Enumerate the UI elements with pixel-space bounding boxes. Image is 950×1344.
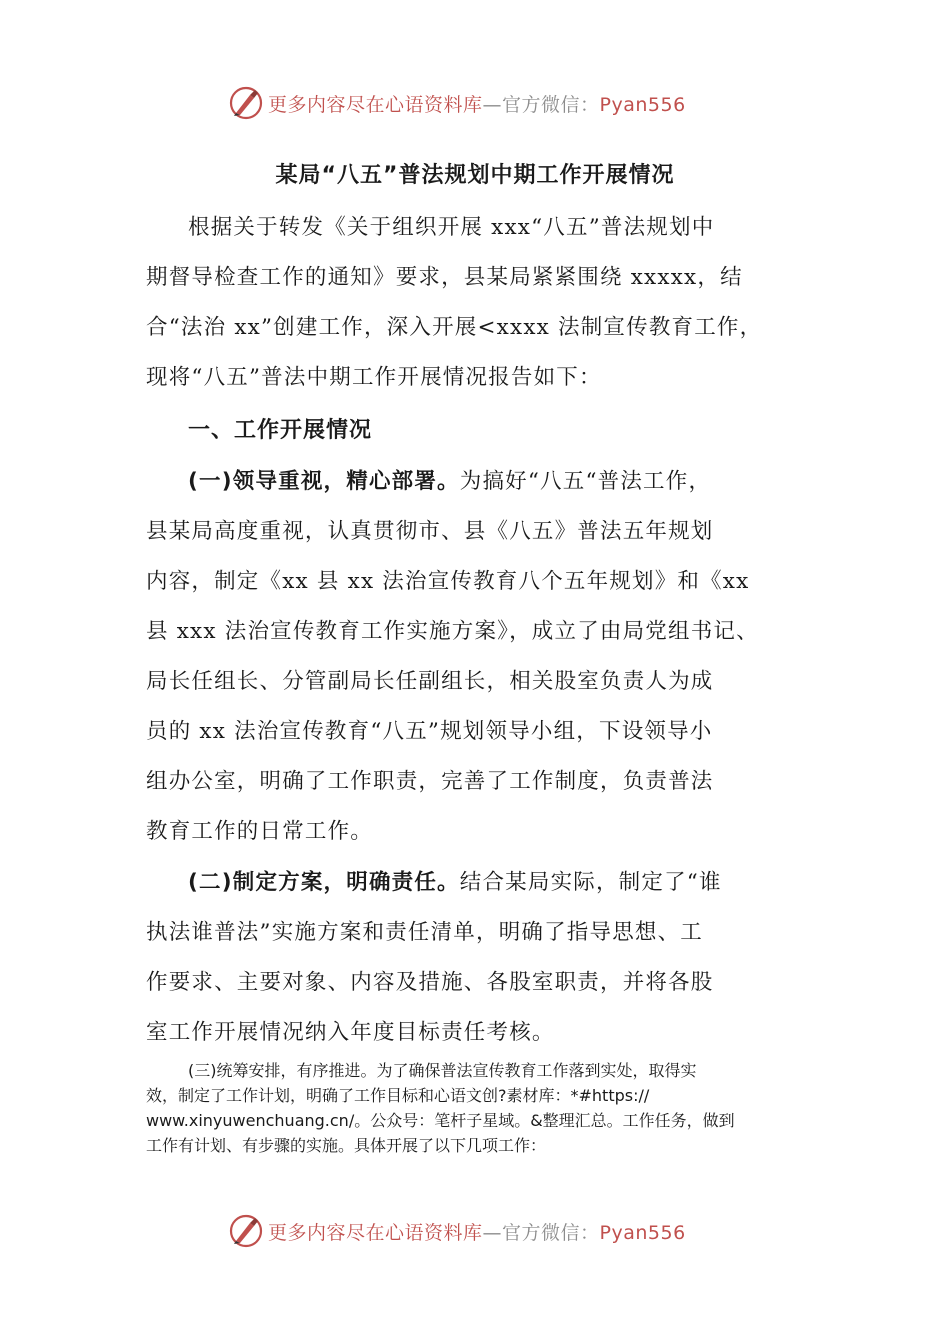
section-heading: 一、工作开展情况 — [188, 418, 373, 443]
text-line: 期督导检查工作的通知》要求，县某局紧紧围绕 xxxxx，结 — [146, 265, 743, 290]
banner-text-main: 更多内容尽在心语资料库 — [268, 1221, 483, 1244]
banner-text-wechat-label: —官方微信： — [482, 1221, 600, 1244]
text-line: 执法谁普法”实施方案和责任清单，明确了指导思想、工 — [146, 920, 703, 945]
banner-text-wechat-id: Pyan556 — [599, 1221, 686, 1244]
pen-logo-icon — [228, 1213, 264, 1249]
footer-banner — [228, 1211, 748, 1251]
text-line: 合“法治 xx”创建工作，深入开展<xxxx 法制宣传教育工作， — [146, 315, 763, 340]
text-line: 组办公室，明确了工作职责，完善了工作制度，负责普法 — [146, 769, 714, 794]
text-line: 员的 xx 法治宣传教育“八五”规划领导小组，下设领导小 — [146, 719, 713, 744]
text-line: www.xinyuwenchuang.cn/。公众号：笔杆子星域。&整理汇总。工作任务，做到 — [146, 1111, 735, 1130]
paragraph-plan — [146, 858, 826, 1058]
text-line: 教育工作的日常工作。 — [146, 819, 374, 844]
text-fragment: 结合某局实际，制定了“谁 — [459, 870, 722, 895]
paragraph-leadership — [146, 457, 826, 857]
banner-text — [268, 90, 686, 117]
text-line: 根据关于转发《关于组织开展 xxx“八五”普法规划中 — [188, 215, 715, 240]
text-line: 县某局高度重视，认真贯彻市、县《八五》普法五年规划 — [146, 519, 714, 544]
text-line — [146, 858, 826, 908]
text-fragment: 为搞好“八五“普法工作， — [459, 469, 712, 494]
banner-text-wechat-label: —官方微信： — [482, 93, 600, 116]
banner-text-main: 更多内容尽在心语资料库 — [268, 93, 483, 116]
paragraph-lead: (一)领导重视，精心部署。 — [188, 469, 460, 494]
text-line: 局长任组长、分管副局长任副组长，相关股室负责人为成 — [146, 669, 714, 694]
text-line: 室工作开展情况纳入年度目标责任考核。 — [146, 1020, 555, 1045]
text-line: 县 xxx 法治宣传教育工作实施方案》，成立了由局党组书记、 — [146, 619, 759, 644]
text-line: (三)统筹安排，有序推进。为了确保普法宣传教育工作落到实处，取得实 — [188, 1061, 697, 1080]
text-line: 作要求、主要对象、内容及措施、各股室职责，并将各股 — [146, 970, 714, 995]
pen-logo-icon — [228, 85, 264, 121]
banner-text-wechat-id: Pyan556 — [599, 93, 686, 116]
text-line: 内容，制定《xx 县 xx 法治宣传教育八个五年规划》和《xx — [146, 569, 750, 594]
text-line: 效，制定了工作计划，明确了工作目标和心语文创?素材库：*#https:// — [146, 1086, 650, 1105]
banner-text — [268, 1218, 686, 1245]
header-banner — [228, 83, 748, 123]
text-line: 现将“八五”普法中期工作开展情况报告如下： — [146, 365, 602, 390]
text-line — [146, 457, 826, 507]
paragraph-arrangement — [146, 1058, 826, 1158]
paragraph-lead: (二)制定方案，明确责任。 — [188, 870, 460, 895]
text-line: 工作有计划、有步骤的实施。具体开展了以下几项工作： — [146, 1136, 547, 1155]
document-title: 某局“八五”普法规划中期工作开展情况 — [275, 163, 675, 188]
intro-paragraph — [146, 203, 826, 403]
